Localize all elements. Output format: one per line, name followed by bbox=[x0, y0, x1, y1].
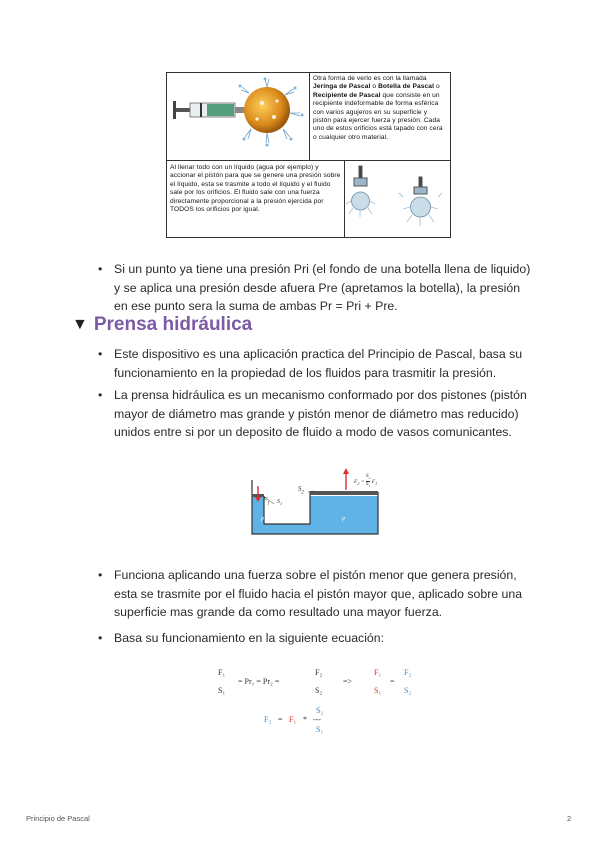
label-p-left: p bbox=[261, 516, 264, 522]
bullet-line: esta se trasmite por el fluido hacia el pistón mayor que, aplicado sobre una bbox=[114, 586, 523, 601]
bullet-pressure-sum bbox=[98, 260, 538, 316]
eq-f2: F₂ bbox=[315, 668, 323, 677]
section-heading-text: Prensa hidráulica bbox=[93, 314, 253, 335]
bullet-line: Si un punto ya tiene una presión Pri (el fondo de una botella llena de liquido) bbox=[114, 262, 531, 276]
syringe-desc-bold1: Jeringa de Pascal bbox=[313, 83, 371, 91]
syringe-desc-mid1: o bbox=[370, 83, 379, 91]
syringe-description bbox=[310, 73, 450, 161]
pascal-syringe-figure bbox=[166, 72, 451, 238]
label-f2-formula: $F_2 = S_2$ $S_1$ $F_1$ bbox=[354, 473, 378, 489]
label-s1: $S_1$ bbox=[277, 499, 282, 507]
bullet-dot: • bbox=[98, 347, 103, 361]
pascal-equation bbox=[210, 664, 430, 744]
eq-final-dash: --- bbox=[313, 715, 321, 724]
eq-s2: S₂ bbox=[315, 686, 323, 695]
pressure-spray-illustration bbox=[345, 161, 450, 237]
syringe-desc-bold3: Recipiente de Pascal bbox=[313, 91, 381, 99]
bullet-line: Basa su funcionamiento en la siguiente ecuación: bbox=[114, 631, 385, 645]
hydraulic-press-diagram bbox=[250, 466, 380, 538]
eq-rs1: S₁ bbox=[374, 686, 382, 695]
syringe-desc-intro: Otra forma de verlo es con la llamada bbox=[313, 75, 427, 82]
eq-final-times: * bbox=[303, 715, 307, 724]
footer-page-number: 2 bbox=[567, 814, 572, 823]
eq-middle: = Pr₁ = Pr₂ = bbox=[238, 677, 280, 686]
eq-rf2: F₂ bbox=[404, 668, 412, 677]
bullet-line: Este dispositivo es una aplicación practica del Principio de Pascal, basa su bbox=[114, 347, 523, 361]
bullet-dot: • bbox=[98, 631, 103, 645]
footer-title: Principio de Pascal bbox=[26, 814, 90, 823]
syringe-illustration bbox=[167, 73, 310, 161]
spray-drawing bbox=[345, 161, 450, 237]
label-s2: $S_2$ bbox=[298, 485, 304, 496]
eq-final-s1: S₁ bbox=[316, 725, 324, 734]
bullet-device-application bbox=[98, 345, 538, 383]
bullet-equation-intro bbox=[98, 629, 538, 649]
eq-s1: S₁ bbox=[218, 686, 226, 695]
eq-rf1: F₁ bbox=[374, 668, 382, 677]
label-p-right: p bbox=[342, 516, 345, 522]
eq-final-f1: F₁ bbox=[289, 715, 297, 724]
label-f1: $F_1$ bbox=[263, 496, 270, 507]
bullet-line: superficie mas grande da como resultado una mayor fuerza. bbox=[114, 605, 443, 619]
bullet-line: funcionamiento en la propiedad de los fluidos para trasmitir la presión. bbox=[114, 365, 497, 380]
eq-req: = bbox=[390, 677, 395, 686]
eq-final-eq: = bbox=[278, 715, 283, 724]
eq-final-s2: S₂ bbox=[316, 706, 324, 715]
section-heading[interactable] bbox=[72, 314, 252, 336]
collapse-triangle-icon[interactable]: ▼ bbox=[72, 316, 88, 333]
eq-rs2: S₂ bbox=[404, 686, 412, 695]
bullet-function bbox=[98, 566, 538, 622]
bullet-line: mayor de diámetro mas grande y pistón menor de diámetro mas reducido) bbox=[114, 406, 519, 421]
bullet-line: unidos entre si por un deposito de fluido a modo de vasos comunicantes. bbox=[114, 425, 512, 439]
bullet-dot: • bbox=[98, 262, 103, 276]
fluid-description: Al llenar todo con un líquido (agua por ejemplo) y accionar el pistón para que se genere una presión sobre el líquido, esta se trasmite a todo el líquido y el fluido sale por los orificios. El fluido sale con una fuerza directamente proporcional a la presión ejercida por TODOS los orificios por igual. bbox=[167, 161, 345, 237]
bullet-line: La prensa hidráulica es un mecanismo conformado por dos pistones (pistón bbox=[114, 388, 527, 402]
syringe-desc-rest: que consiste en un recipiente indeformable de forma esférica con varios agujeros en su superficie y pistón para ejercer fuerza y presión. Cada uno de estos orificios está tapado con cera o cualquier otro material. bbox=[313, 91, 443, 141]
bullet-line: Funciona aplicando una fuerza sobre el pistón menor que genera presión, bbox=[114, 568, 517, 582]
syringe-sphere-drawing bbox=[167, 73, 310, 161]
bullet-line: en ese punto sera la suma de ambas Pr = Pri + Pre. bbox=[114, 299, 398, 313]
eq-f1: F₁ bbox=[218, 668, 226, 677]
syringe-desc-mid2: o bbox=[434, 83, 440, 91]
bullet-mechanism bbox=[98, 386, 538, 442]
syringe-desc-bold2: Botella de Pascal bbox=[378, 83, 435, 91]
eq-final-f2: F₂ bbox=[264, 715, 272, 724]
eq-arrow: => bbox=[343, 677, 353, 686]
bullet-dot: • bbox=[98, 388, 103, 402]
bullet-line: y se aplica una presión desde afuera Pre (apretamos la botella), la presión bbox=[114, 280, 521, 295]
bullet-dot: • bbox=[98, 568, 103, 582]
